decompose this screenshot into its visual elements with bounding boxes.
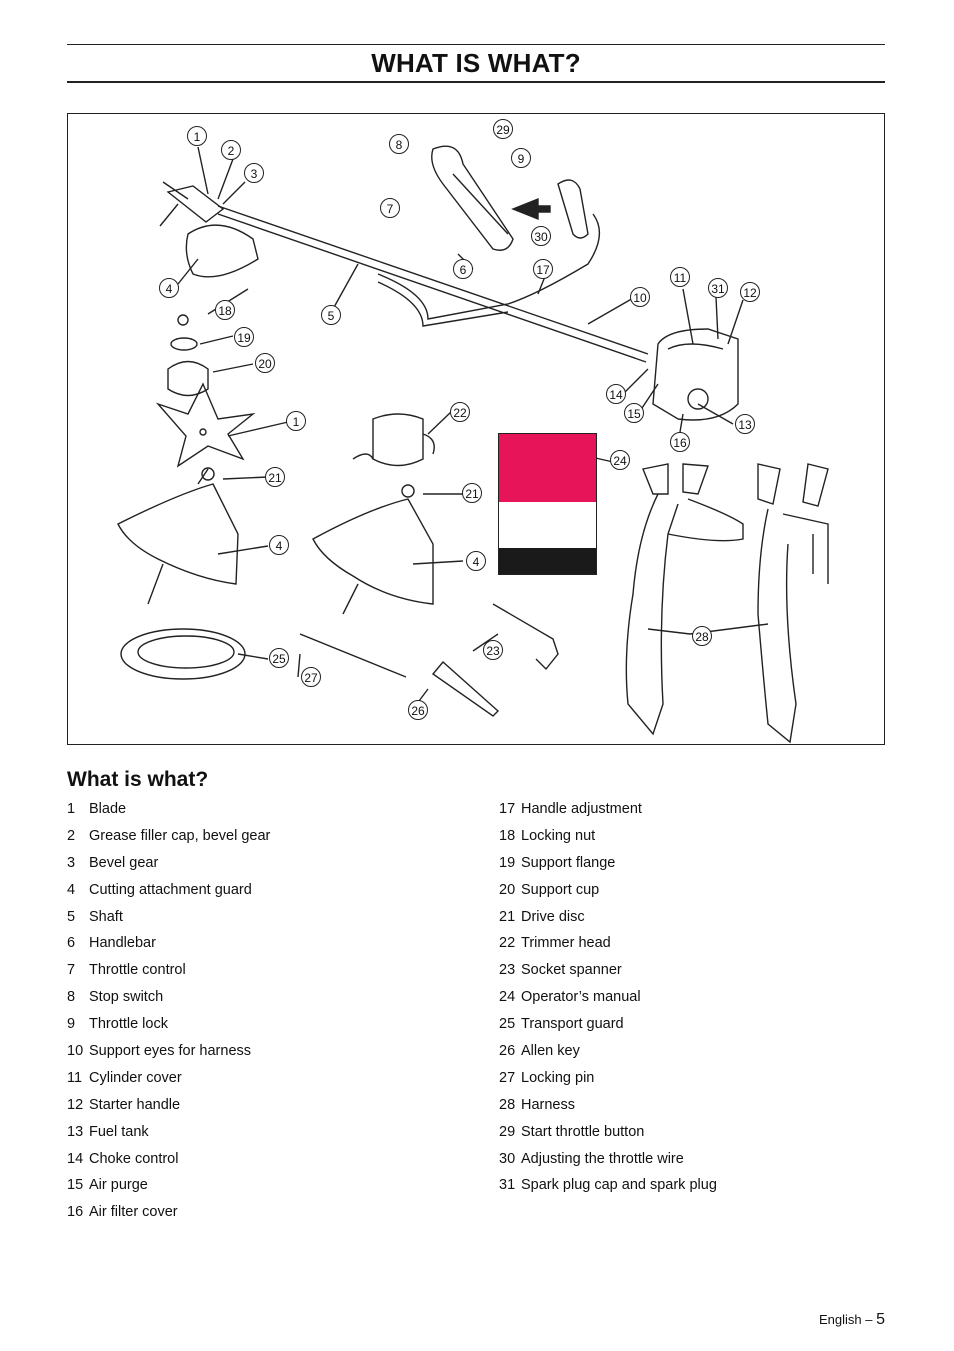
- list-item: 20 Support cup: [499, 881, 600, 898]
- callout-28: 28: [692, 626, 712, 646]
- callout-7: 7: [380, 198, 400, 218]
- callout-17: 17: [533, 259, 553, 279]
- parts-illustration: [67, 113, 885, 745]
- callout-10: 10: [630, 287, 650, 307]
- callout-21-left: 21: [265, 467, 285, 487]
- list-item: 21 Drive disc: [499, 908, 585, 925]
- callout-4-left: 4: [269, 535, 289, 555]
- list-item: 15 Air purge: [67, 1177, 148, 1194]
- guard-left-drawing: [118, 484, 238, 584]
- callout-24: 24: [610, 450, 630, 470]
- callout-1-blade: 1: [286, 411, 306, 431]
- list-item: 19 Support flange: [499, 854, 616, 871]
- engine-drawing: [653, 329, 738, 420]
- blade-drawing: [158, 384, 253, 466]
- allen-key-drawing: [433, 662, 498, 716]
- callout-31: 31: [708, 278, 728, 298]
- callout-22: 22: [450, 402, 470, 422]
- callout-16: 16: [670, 432, 690, 452]
- callout-14: 14: [606, 384, 626, 404]
- callout-12: 12: [740, 282, 760, 302]
- page-footer: [819, 1311, 885, 1329]
- list-item: 14 Choke control: [67, 1150, 179, 1167]
- callout-25: 25: [269, 648, 289, 668]
- list-item: 27 Locking pin: [499, 1069, 595, 1086]
- list-item: 29 Start throttle button: [499, 1123, 645, 1140]
- callout-27: 27: [301, 667, 321, 687]
- callout-26: 26: [408, 700, 428, 720]
- list-item: 8 Stop switch: [67, 989, 164, 1006]
- section-title: What is what?: [67, 768, 209, 791]
- list-item: 16 Air filter cover: [67, 1204, 178, 1221]
- manual-black-band: [499, 548, 596, 574]
- callout-19: 19: [234, 327, 254, 347]
- list-item: 7 Throttle control: [67, 962, 186, 979]
- callout-5: 5: [321, 305, 341, 325]
- list-item: 5 Shaft: [67, 908, 123, 925]
- list-item: 22 Trimmer head: [499, 935, 611, 952]
- list-item: 13 Fuel tank: [67, 1123, 149, 1140]
- throttle-handle-drawing: [432, 146, 513, 250]
- callout-4-top: 4: [159, 278, 179, 298]
- guard-right-drawing: [313, 499, 433, 604]
- harness-drawing: [643, 464, 708, 494]
- callout-21-right: 21: [462, 483, 482, 503]
- arrow-drawing: [513, 199, 550, 219]
- callout-18: 18: [215, 300, 235, 320]
- list-item: 12 Starter handle: [67, 1096, 181, 1113]
- page-title: WHAT IS WHAT?: [371, 48, 581, 78]
- parts-list-right: [499, 800, 717, 1203]
- callout-3: 3: [244, 163, 264, 183]
- callout-9: 9: [511, 148, 531, 168]
- callout-4-right: 4: [466, 551, 486, 571]
- list-item: 3 Bevel gear: [67, 854, 159, 871]
- callout-8: 8: [389, 134, 409, 154]
- operators-manual-illustration: [498, 433, 597, 575]
- manual-red-band: [499, 434, 596, 502]
- shaft-drawing: [218, 206, 648, 354]
- trimmer-head-drawing: [373, 414, 423, 466]
- footer-dash: –: [865, 1312, 873, 1327]
- list-item: 28 Harness: [499, 1096, 575, 1113]
- callout-20: 20: [255, 353, 275, 373]
- machine-drawing: [68, 114, 886, 746]
- title-underline: [67, 81, 885, 83]
- callout-30: 30: [531, 226, 551, 246]
- callout-15: 15: [624, 403, 644, 423]
- list-item: 24 Operator’s manual: [499, 989, 641, 1006]
- list-item: 31 Spark plug cap and spark plug: [499, 1177, 717, 1194]
- top-rule: [67, 44, 885, 45]
- list-item: 26 Allen key: [499, 1043, 580, 1060]
- list-item: 18 Locking nut: [499, 827, 596, 844]
- callout-2: 2: [221, 140, 241, 160]
- callout-6: 6: [453, 259, 473, 279]
- list-item: 1 Blade: [67, 801, 127, 817]
- list-item: 25 Transport guard: [499, 1016, 624, 1033]
- list-item: 10 Support eyes for harness: [67, 1043, 252, 1060]
- callout-13: 13: [735, 414, 755, 434]
- callout-11: 11: [670, 267, 690, 287]
- support-flange-drawing: [171, 338, 197, 350]
- parts-list-left: [67, 800, 270, 1230]
- socket-spanner-drawing: [493, 604, 558, 669]
- list-item: 17 Handle adjustment: [499, 801, 642, 817]
- support-cup-drawing: [168, 362, 208, 396]
- footer-language: English: [818, 1312, 862, 1327]
- list-item: 23 Socket spanner: [499, 962, 622, 979]
- callout-23: 23: [483, 640, 503, 660]
- list-item: 2 Grease filler cap, bevel gear: [67, 827, 271, 844]
- list-item: 6 Handlebar: [67, 935, 156, 952]
- manual-white-band: [499, 502, 596, 548]
- callout-29: 29: [493, 119, 513, 139]
- list-item: 11 Cylinder cover: [67, 1069, 182, 1086]
- list-item: 30 Adjusting the throttle wire: [499, 1150, 684, 1167]
- list-item: 4 Cutting attachment guard: [67, 881, 252, 898]
- top-guard-drawing: [186, 225, 258, 277]
- list-item: 9 Throttle lock: [67, 1016, 168, 1033]
- callout-1: 1: [187, 126, 207, 146]
- page-number: 5: [876, 1311, 885, 1328]
- locking-nut-drawing: [178, 315, 188, 325]
